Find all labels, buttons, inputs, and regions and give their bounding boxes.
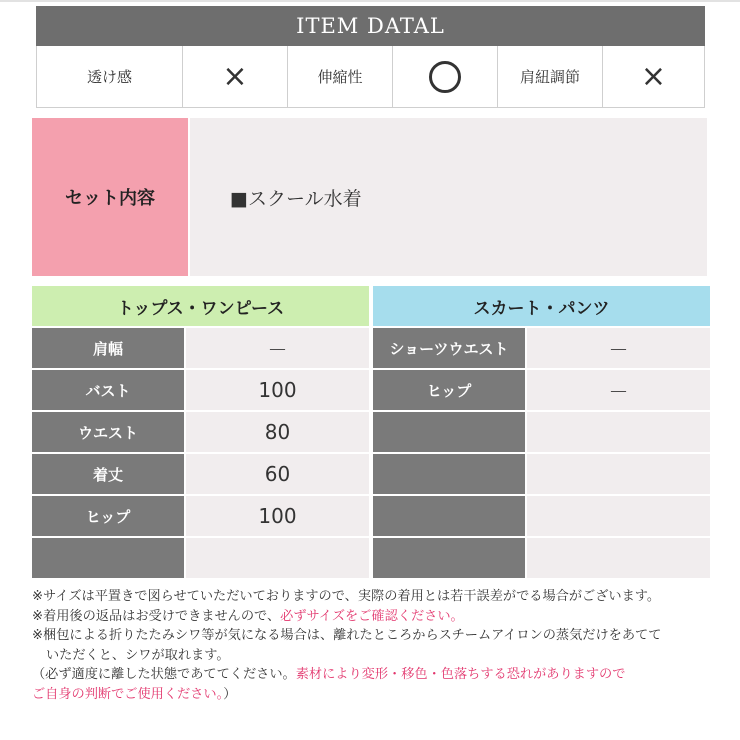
attribute-label-text: 伸縮性 bbox=[317, 68, 363, 86]
table-row bbox=[373, 538, 710, 578]
cross-icon: × bbox=[222, 58, 248, 94]
note-line: ※サイズは平置きで図らせていただいておりますので、実際の着用とは若干誤差がでる場合がございます。 bbox=[32, 589, 661, 604]
size-key bbox=[373, 412, 525, 452]
bottoms-table-title: スカート・パンツ bbox=[373, 286, 710, 326]
size-key: 肩幅 bbox=[32, 328, 184, 368]
item-detail-header bbox=[36, 6, 705, 46]
size-value bbox=[527, 496, 710, 536]
note-emphasis: ご自身の判断でご使用ください。 bbox=[32, 686, 224, 702]
size-value bbox=[527, 538, 710, 578]
table-row bbox=[373, 412, 710, 452]
table-row bbox=[373, 370, 710, 410]
size-value: 80 bbox=[186, 412, 369, 452]
cross-icon: × bbox=[640, 58, 667, 94]
size-key bbox=[373, 538, 525, 578]
bottoms-size-table bbox=[373, 286, 710, 578]
size-value: － bbox=[527, 328, 710, 368]
item-detail-title: ITEM DATAL bbox=[296, 14, 445, 38]
size-value: 100 bbox=[186, 370, 369, 410]
size-value bbox=[527, 454, 710, 494]
size-key bbox=[373, 454, 525, 494]
table-row bbox=[373, 328, 710, 368]
attribute-value-stretch bbox=[393, 46, 498, 107]
size-key: ヒップ bbox=[32, 496, 184, 536]
size-key: ウエスト bbox=[32, 412, 184, 452]
set-contents-label: セット内容 bbox=[32, 118, 188, 276]
attribute-label-text: 透け感 bbox=[86, 68, 132, 86]
table-row bbox=[32, 454, 369, 494]
size-key: ヒップ bbox=[373, 370, 525, 410]
size-key: 着丈 bbox=[32, 454, 184, 494]
size-value: 60 bbox=[186, 454, 369, 494]
table-row bbox=[32, 538, 369, 578]
attribute-label-strap-adjust bbox=[498, 46, 603, 107]
size-value bbox=[527, 412, 710, 452]
size-key: バスト bbox=[32, 370, 184, 410]
attribute-label-text: 肩紐調節 bbox=[519, 68, 580, 86]
table-row bbox=[32, 412, 369, 452]
size-value: － bbox=[186, 328, 369, 368]
attribute-row bbox=[36, 46, 705, 108]
table-row bbox=[32, 328, 369, 368]
attribute-value-strap-adjust bbox=[603, 46, 705, 107]
note-line bbox=[32, 665, 722, 685]
size-value: 100 bbox=[186, 496, 369, 536]
note-line bbox=[32, 685, 722, 705]
note-line: ※梱包による折りたたみシワ等が気になる場合は、離れたところからスチームアイロンの蒸気だけをあてて bbox=[32, 628, 662, 643]
set-contents-value: ■スクール水着 bbox=[190, 118, 707, 276]
size-value bbox=[186, 538, 369, 578]
size-key bbox=[373, 496, 525, 536]
size-key: ショーツウエスト bbox=[373, 328, 525, 368]
size-key bbox=[32, 538, 184, 578]
circle-icon bbox=[429, 61, 461, 93]
table-row bbox=[373, 454, 710, 494]
note-emphasis: 素材により変形・移色・色落ちする恐れがありますので bbox=[295, 667, 626, 682]
notes-block bbox=[32, 587, 722, 704]
size-value: － bbox=[527, 370, 710, 410]
note-text: ） bbox=[223, 686, 237, 702]
table-row bbox=[32, 370, 369, 410]
attribute-value-transparency bbox=[183, 46, 288, 107]
attribute-label-transparency bbox=[37, 46, 183, 107]
table-row bbox=[32, 496, 369, 536]
note-line bbox=[32, 607, 722, 627]
table-row bbox=[373, 496, 710, 536]
attribute-label-stretch bbox=[288, 46, 393, 107]
note-line: いただくと、シワが取れます。 bbox=[46, 647, 230, 663]
note-text: （必ず適度に離した状態であててください。 bbox=[32, 667, 296, 682]
top-divider bbox=[0, 0, 740, 2]
tops-table-title: トップス・ワンピース bbox=[32, 286, 369, 326]
note-text: ※着用後の返品はお受けできませんので、 bbox=[32, 608, 281, 624]
tops-size-table bbox=[32, 286, 369, 578]
note-emphasis: 必ずサイズをご確認ください。 bbox=[280, 608, 464, 624]
